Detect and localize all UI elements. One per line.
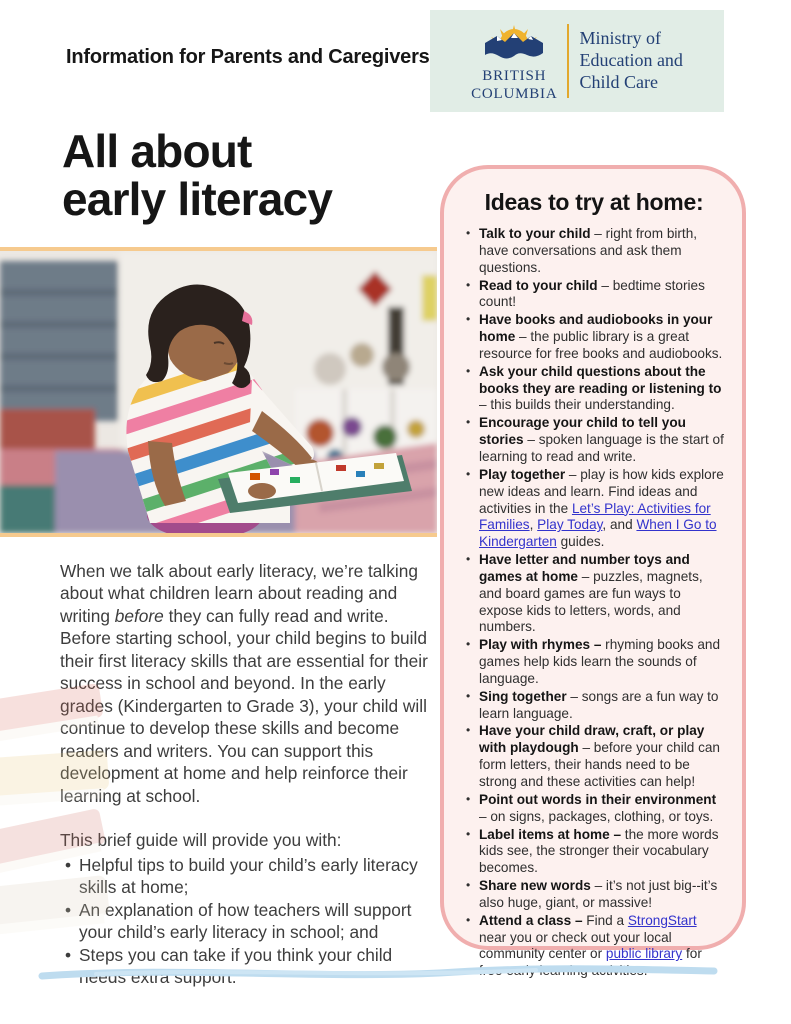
bold-text: Encourage your child to tell you stories: [479, 415, 686, 448]
title-line2: early literacy: [62, 172, 333, 225]
text: – bedtime stories count!: [479, 277, 705, 310]
text: Find a: [582, 912, 628, 928]
list-item: [466, 278, 726, 312]
list-item: [466, 415, 726, 466]
bold-text: Read to your child: [479, 277, 598, 293]
list-item: • An explanation of how teachers will support your child’s early literacy in school; and: [60, 899, 436, 944]
bold-text: Have letter and number toys and games at home: [479, 552, 690, 584]
list-item: [466, 689, 726, 723]
list-item: • Helpful tips to build your child’s early literacy skills at home;: [60, 854, 436, 899]
bold-text: Point out words in their environment: [479, 791, 717, 807]
text: ,: [529, 517, 538, 533]
inline-link[interactable]: When I Go to Kindergarten: [479, 517, 717, 550]
sidebar-heading: Ideas to try at home:: [484, 189, 704, 215]
ideas-sidebar: [440, 165, 746, 979]
list-item: [466, 827, 726, 878]
text: – right from birth, have conversations and ask them questions.: [479, 226, 698, 275]
text: – the public library is a great resource for free books and audiobooks.: [479, 329, 723, 361]
ministry-line3: Child Care: [579, 71, 658, 92]
text: – on signs, packages, clothing, or toys.: [479, 808, 714, 824]
ministry-line1: Ministry of: [579, 28, 661, 49]
logo-divider: [567, 24, 569, 98]
bold-text: Play with rhymes –: [479, 637, 602, 653]
list-item: [466, 226, 726, 277]
logo-org-line1: BRITISH: [482, 68, 547, 85]
bold-text: Talk to your child: [479, 226, 591, 241]
list-item: [466, 723, 726, 790]
bold-text: Attend a class –: [479, 912, 583, 928]
photo-child-reading-book: [0, 247, 437, 537]
list-item: [466, 637, 726, 688]
logo-org-name: [471, 68, 557, 103]
bold-text: Ask your child questions about the books they are reading or listening to: [479, 363, 722, 396]
document-eyebrow: Information for Parents and Caregivers: [66, 46, 430, 68]
body-text-column: [60, 560, 436, 989]
text: – this builds their understanding.: [479, 397, 675, 413]
list-item: [466, 312, 726, 363]
inline-link[interactable]: public library: [605, 946, 683, 962]
inline-link[interactable]: StrongStart: [627, 912, 697, 928]
guide-intro-line: This brief guide will provide you with:: [60, 830, 342, 851]
text: – before your child can form letters, their hands need to be strong and these activities can help!: [479, 740, 720, 789]
sidebar-tips-list: [462, 226, 726, 980]
bc-government-logo: [430, 10, 724, 112]
page-title: [62, 125, 333, 225]
bold-text: Play together: [479, 466, 566, 482]
inline-link[interactable]: Let’s Play: Activities for Families: [479, 500, 711, 533]
text: – songs are a fun way to learn language.: [479, 688, 719, 721]
photo-illustration: [0, 251, 437, 533]
bold-text: Have books and audiobooks in your home: [479, 312, 713, 345]
list-item: [466, 792, 726, 826]
list-item: • Steps you can take if you think your child needs extra support.: [60, 944, 436, 989]
ministry-line2: Education and: [579, 50, 683, 71]
italic-text: before: [114, 605, 164, 626]
logo-emblem-column: [471, 23, 557, 103]
text: – puzzles, magnets, and board games are fun ways to expose kids to letters, words, and numbers.: [479, 568, 703, 635]
text: the more words kids see, the stronger their vocabulary becomes.: [479, 826, 719, 876]
text: they can fully read and write. Before starting school, your child begins to build their first literacy skills that are essential for their success in school and beyond. In the early grades (Kindergarten to Grade 3), your child will continue to develop these skills and become readers and writers. You can support this development at home and help reinforce their learning at school.: [60, 605, 428, 806]
text: When we talk about early literacy, we’re talking about what children learn about reading and writing: [60, 561, 418, 626]
logo-org-line2: COLUMBIA: [471, 85, 558, 102]
title-line1: All about: [62, 125, 252, 177]
list-item: [466, 364, 726, 415]
bold-text: Sing together: [479, 688, 567, 704]
list-item: [466, 552, 726, 636]
bold-text: Have your child draw, craft, or play with playdough: [479, 723, 705, 756]
text: – spoken language is the start of learning to read and write.: [479, 432, 724, 464]
text: rhyming books and games help kids learn the sounds of language.: [479, 637, 721, 686]
text: – it’s not just big--it’s also huge, giant, or massive!: [479, 878, 718, 910]
list-item: [466, 878, 726, 912]
bold-text: Share new words: [479, 878, 591, 894]
text: , and: [602, 517, 637, 533]
intro-paragraph: [60, 560, 436, 807]
guide-bullet-list: [60, 854, 436, 989]
text: – play is how kids explore new ideas and learn. Find ideas and activities in the: [479, 466, 724, 516]
inline-link[interactable]: Play Today: [537, 517, 603, 533]
ministry-name: [579, 28, 682, 94]
text: guides.: [556, 534, 605, 550]
list-item: [466, 913, 726, 980]
text: for free early learning activities.: [479, 946, 702, 979]
text: near you or check out your local community center or: [479, 929, 672, 962]
list-item: [466, 467, 726, 551]
bc-sun-mountains-icon: [483, 23, 545, 67]
bold-text: Label items at home –: [479, 826, 622, 842]
